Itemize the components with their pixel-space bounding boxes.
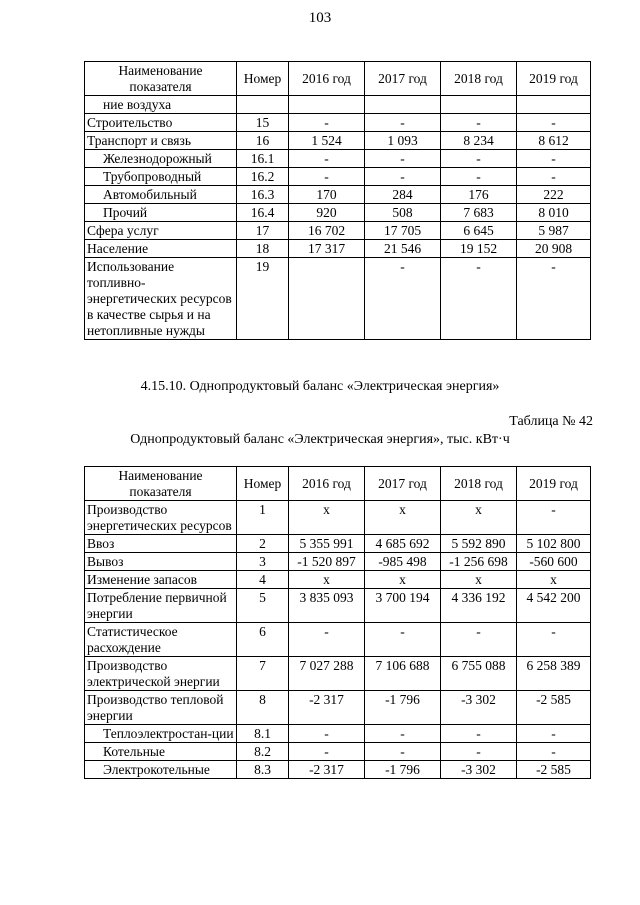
table-row xyxy=(85,114,591,132)
value-2016-cell: -2 317 xyxy=(289,761,365,779)
value-2016-cell: -2 317 xyxy=(289,691,365,725)
table-row xyxy=(85,535,591,553)
value-2017-cell: 284 xyxy=(365,186,441,204)
header-number: Номер xyxy=(237,467,289,501)
indicator-name-cell: Использование топливно-энергетических ресурсов в качестве сырья и на нетопливные нужды xyxy=(85,258,237,340)
value-2019-cell: - xyxy=(517,501,591,535)
number-cell: 8.2 xyxy=(237,743,289,761)
indicator-name-cell: Автомобильный xyxy=(85,186,237,204)
value-2016-cell xyxy=(289,258,365,340)
indicator-name-cell: Электрокотельные xyxy=(85,761,237,779)
value-2019-cell: - xyxy=(517,743,591,761)
value-2018-cell: 176 xyxy=(441,186,517,204)
value-2019-cell: -560 600 xyxy=(517,553,591,571)
value-2017-cell: 1 093 xyxy=(365,132,441,150)
value-2018-cell: 6 645 xyxy=(441,222,517,240)
value-2018-cell: -1 256 698 xyxy=(441,553,517,571)
header-indicator-name: Наименование показателя xyxy=(85,467,237,501)
value-2017-cell: - xyxy=(365,168,441,186)
table-header-row xyxy=(85,62,591,96)
value-2016-cell: - xyxy=(289,114,365,132)
indicator-name-cell: Население xyxy=(85,240,237,258)
value-2018-cell: - xyxy=(441,258,517,340)
value-2017-cell: - xyxy=(365,258,441,340)
table-row xyxy=(85,571,591,589)
indicator-name-cell: Транспорт и связь xyxy=(85,132,237,150)
value-2017-cell: - xyxy=(365,623,441,657)
value-2018-cell xyxy=(441,96,517,114)
value-2019-cell: 4 542 200 xyxy=(517,589,591,623)
table-row xyxy=(85,186,591,204)
number-cell: 16.4 xyxy=(237,204,289,222)
value-2018-cell: x xyxy=(441,501,517,535)
value-2018-cell: - xyxy=(441,114,517,132)
header-year-2016: 2016 год xyxy=(289,62,365,96)
value-2017-cell: 508 xyxy=(365,204,441,222)
header-year-2017: 2017 год xyxy=(365,62,441,96)
indicator-name-cell: Трубопроводный xyxy=(85,168,237,186)
value-2017-cell xyxy=(365,96,441,114)
value-2019-cell: -2 585 xyxy=(517,761,591,779)
value-2017-cell: -985 498 xyxy=(365,553,441,571)
table-row xyxy=(85,222,591,240)
electric-energy-balance-table xyxy=(84,466,591,779)
number-cell: 15 xyxy=(237,114,289,132)
number-cell: 7 xyxy=(237,657,289,691)
value-2018-cell: 19 152 xyxy=(441,240,517,258)
value-2019-cell: 8 010 xyxy=(517,204,591,222)
value-2018-cell: 7 683 xyxy=(441,204,517,222)
value-2016-cell: 920 xyxy=(289,204,365,222)
number-cell: 16.1 xyxy=(237,150,289,168)
value-2017-cell: 17 705 xyxy=(365,222,441,240)
header-indicator-name: Наименование показателя xyxy=(85,62,237,96)
value-2019-cell: - xyxy=(517,168,591,186)
value-2017-cell: - xyxy=(365,150,441,168)
value-2017-cell: 4 685 692 xyxy=(365,535,441,553)
value-2019-cell: 8 612 xyxy=(517,132,591,150)
number-cell: 17 xyxy=(237,222,289,240)
value-2016-cell: x xyxy=(289,501,365,535)
value-2018-cell: - xyxy=(441,150,517,168)
number-cell: 8.3 xyxy=(237,761,289,779)
header-year-2018: 2018 год xyxy=(441,62,517,96)
value-2018-cell: 5 592 890 xyxy=(441,535,517,553)
value-2017-cell: x xyxy=(365,501,441,535)
table-row xyxy=(85,761,591,779)
value-2016-cell: 170 xyxy=(289,186,365,204)
number-cell: 1 xyxy=(237,501,289,535)
indicator-name-cell: Прочий xyxy=(85,204,237,222)
table-row xyxy=(85,258,591,340)
value-2017-cell: -1 796 xyxy=(365,761,441,779)
table-row xyxy=(85,725,591,743)
value-2018-cell: - xyxy=(441,168,517,186)
indicator-name-cell: Производство тепловой энергии xyxy=(85,691,237,725)
value-2018-cell: -3 302 xyxy=(441,691,517,725)
value-2016-cell: - xyxy=(289,168,365,186)
value-2017-cell: 3 700 194 xyxy=(365,589,441,623)
header-year-2016: 2016 год xyxy=(289,467,365,501)
header-year-2017: 2017 год xyxy=(365,467,441,501)
value-2019-cell: 20 908 xyxy=(517,240,591,258)
value-2016-cell: - xyxy=(289,623,365,657)
value-2018-cell: - xyxy=(441,623,517,657)
indicator-name-cell: Котельные xyxy=(85,743,237,761)
value-2019-cell: - xyxy=(517,150,591,168)
value-2018-cell: - xyxy=(441,743,517,761)
table-row xyxy=(85,501,591,535)
value-2019-cell: x xyxy=(517,571,591,589)
table-row xyxy=(85,553,591,571)
indicator-name-cell: Производство энергетических ресурсов xyxy=(85,501,237,535)
number-cell: 5 xyxy=(237,589,289,623)
indicator-name-cell: Теплоэлектростан-ции xyxy=(85,725,237,743)
value-2019-cell: - xyxy=(517,114,591,132)
number-cell: 3 xyxy=(237,553,289,571)
value-2016-cell: 7 027 288 xyxy=(289,657,365,691)
value-2019-cell xyxy=(517,96,591,114)
number-cell: 8 xyxy=(237,691,289,725)
value-2017-cell: - xyxy=(365,725,441,743)
value-2016-cell: 5 355 991 xyxy=(289,535,365,553)
indicator-name-cell: Изменение запасов xyxy=(85,571,237,589)
table-row xyxy=(85,657,591,691)
indicator-name-cell: Статистическое расхождение xyxy=(85,623,237,657)
value-2016-cell: x xyxy=(289,571,365,589)
value-2016-cell: -1 520 897 xyxy=(289,553,365,571)
table-row xyxy=(85,623,591,657)
value-2019-cell: 5 987 xyxy=(517,222,591,240)
value-2017-cell: - xyxy=(365,114,441,132)
value-2018-cell: x xyxy=(441,571,517,589)
number-cell: 18 xyxy=(237,240,289,258)
table-row xyxy=(85,96,591,114)
number-cell: 8.1 xyxy=(237,725,289,743)
table-row xyxy=(85,589,591,623)
value-2019-cell: 6 258 389 xyxy=(517,657,591,691)
value-2017-cell: 7 106 688 xyxy=(365,657,441,691)
table-row xyxy=(85,132,591,150)
value-2017-cell: x xyxy=(365,571,441,589)
value-2016-cell: 3 835 093 xyxy=(289,589,365,623)
number-cell: 19 xyxy=(237,258,289,340)
number-cell: 6 xyxy=(237,623,289,657)
value-2018-cell: 6 755 088 xyxy=(441,657,517,691)
header-year-2019: 2019 год xyxy=(517,62,591,96)
value-2018-cell: 4 336 192 xyxy=(441,589,517,623)
number-cell xyxy=(237,96,289,114)
section-heading: 4.15.10. Однопродуктовый баланс «Электрическая энергия» xyxy=(140,379,500,394)
value-2018-cell: - xyxy=(441,725,517,743)
number-cell: 4 xyxy=(237,571,289,589)
indicator-name-cell: Потребление первичной энергии xyxy=(85,589,237,623)
number-cell: 16.2 xyxy=(237,168,289,186)
value-2019-cell: - xyxy=(517,623,591,657)
table-row xyxy=(85,150,591,168)
value-2016-cell: - xyxy=(289,743,365,761)
energy-table-continued xyxy=(84,61,591,340)
table-row xyxy=(85,168,591,186)
table-caption: Однопродуктовый баланс «Электрическая энергия», тыс. кВт·ч xyxy=(130,432,510,447)
table-row xyxy=(85,691,591,725)
value-2016-cell: - xyxy=(289,150,365,168)
number-cell: 16.3 xyxy=(237,186,289,204)
indicator-name-cell: ние воздуха xyxy=(85,96,237,114)
value-2019-cell: 5 102 800 xyxy=(517,535,591,553)
indicator-name-cell: Сфера услуг xyxy=(85,222,237,240)
header-number: Номер xyxy=(237,62,289,96)
value-2018-cell: 8 234 xyxy=(441,132,517,150)
header-year-2018: 2018 год xyxy=(441,467,517,501)
value-2019-cell: - xyxy=(517,725,591,743)
table-row xyxy=(85,204,591,222)
value-2019-cell: 222 xyxy=(517,186,591,204)
value-2018-cell: -3 302 xyxy=(441,761,517,779)
number-cell: 16 xyxy=(237,132,289,150)
number-cell: 2 xyxy=(237,535,289,553)
page-number: 103 xyxy=(308,10,332,26)
table-row xyxy=(85,240,591,258)
value-2016-cell: 1 524 xyxy=(289,132,365,150)
indicator-name-cell: Железнодорожный xyxy=(85,150,237,168)
value-2017-cell: 21 546 xyxy=(365,240,441,258)
value-2016-cell: - xyxy=(289,725,365,743)
indicator-name-cell: Производство электрической энергии xyxy=(85,657,237,691)
table-label: Таблица № 42 xyxy=(509,414,593,429)
value-2017-cell: -1 796 xyxy=(365,691,441,725)
indicator-name-cell: Вывоз xyxy=(85,553,237,571)
header-year-2019: 2019 год xyxy=(517,467,591,501)
value-2019-cell: - xyxy=(517,258,591,340)
indicator-name-cell: Строительство xyxy=(85,114,237,132)
value-2016-cell xyxy=(289,96,365,114)
value-2017-cell: - xyxy=(365,743,441,761)
value-2016-cell: 16 702 xyxy=(289,222,365,240)
table-header-row xyxy=(85,467,591,501)
value-2016-cell: 17 317 xyxy=(289,240,365,258)
table-row xyxy=(85,743,591,761)
indicator-name-cell: Ввоз xyxy=(85,535,237,553)
value-2019-cell: -2 585 xyxy=(517,691,591,725)
